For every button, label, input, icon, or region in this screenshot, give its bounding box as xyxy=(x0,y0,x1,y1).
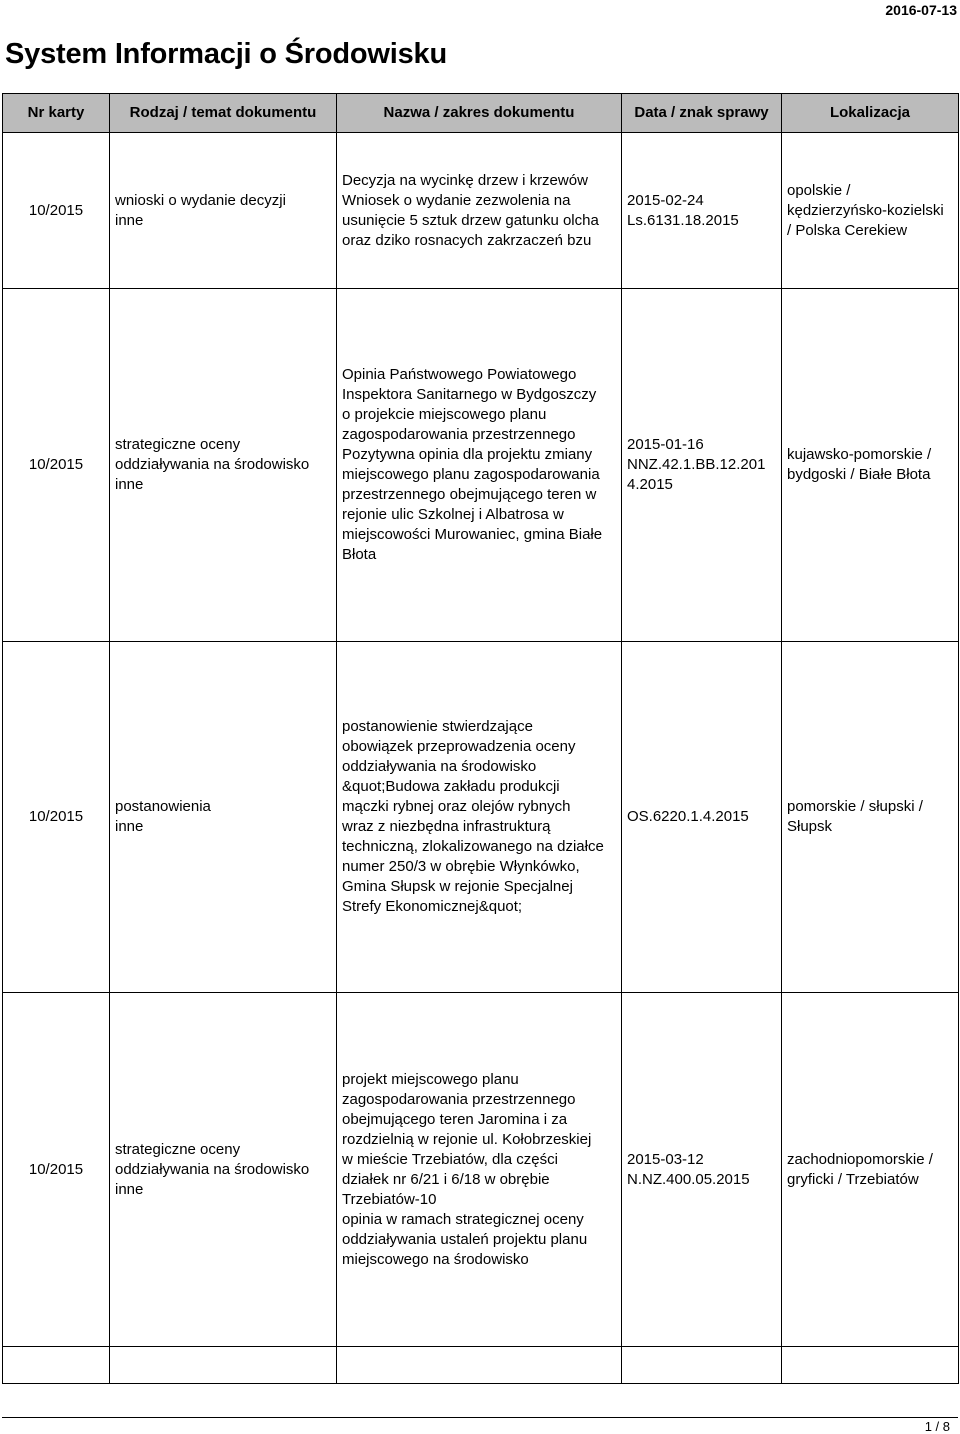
cell-nazwa xyxy=(337,133,622,289)
cell-text-line: kujawsko-pomorskie / xyxy=(787,446,932,463)
cell-text-line: 2015-03-12 xyxy=(627,1150,704,1168)
cell-text-line: zagospodarowania przestrzennego xyxy=(342,1090,576,1108)
column-header-rodzaj: Rodzaj / temat dokumentu xyxy=(110,94,337,133)
cell-empty xyxy=(3,1347,110,1384)
cell-text-line: opinia w ramach strategicznej oceny xyxy=(342,1210,584,1228)
cell-text-line: oraz dziko rosnacych zakrzaczeń bzu xyxy=(342,231,592,249)
column-header-lokalizacja: Lokalizacja xyxy=(782,94,959,133)
cell-rodzaj xyxy=(110,993,337,1347)
cell-text-line: w mieście Trzebiatów, dla części xyxy=(342,1150,558,1168)
cell-text-line: Wniosek o wydanie zezwolenia na xyxy=(342,191,571,209)
cell-text-line: Inspektora Sanitarnego w Bydgoszczy xyxy=(342,386,597,403)
cell-empty xyxy=(622,1347,782,1384)
cell-text-line: strategiczne oceny xyxy=(115,1140,241,1158)
cell-data xyxy=(622,642,782,993)
cell-lokalizacja xyxy=(782,133,959,289)
cell-rodzaj xyxy=(110,642,337,993)
cell-text-line: Decyzja na wycinkę drzew i krzewów xyxy=(342,171,588,189)
cell-text-line: o projekcie miejscowego planu xyxy=(342,406,547,423)
column-header-nr-karty: Nr karty xyxy=(3,94,110,133)
cell-text-line: miejscowości Murowaniec, gmina Białe xyxy=(342,526,603,543)
cell-text-line: oddziaływania ustaleń projektu planu xyxy=(342,1230,588,1248)
cell-text-line: &quot;Budowa zakładu produkcji xyxy=(342,778,560,795)
cell-empty xyxy=(110,1347,337,1384)
cell-text-line: rozdzielnią w rejonie ul. Kołobrzeskiej xyxy=(342,1130,592,1148)
cell-text-line: N.NZ.400.05.2015 xyxy=(627,1170,750,1188)
cell-text-line: OS.6220.1.4.2015 xyxy=(627,808,749,825)
cell-text-line: kędzierzyńsko-kozielski xyxy=(787,201,944,219)
cell-text-line: rejonie ulic Szkolnej i Albatrosa w xyxy=(342,506,564,523)
cell-nr-karty: 10/2015 xyxy=(3,289,110,642)
cell-text-line: 4.2015 xyxy=(627,476,673,493)
cell-text-line: przestrzennego obejmującego teren w xyxy=(342,486,597,503)
cell-text-line: Błota xyxy=(342,546,377,563)
cell-nr-karty: 10/2015 xyxy=(3,993,110,1347)
column-header-data: Data / znak sprawy xyxy=(622,94,782,133)
cell-text-line: 2015-02-24 xyxy=(627,191,704,209)
cell-text-line: Strefy Ekonomicznej&quot; xyxy=(342,898,523,915)
table-row xyxy=(3,289,959,642)
cell-lokalizacja xyxy=(782,642,959,993)
cell-text-line: miejscowego na środowisko xyxy=(342,1250,529,1268)
cell-text-line: obowiązek przeprowadzenia oceny xyxy=(342,738,576,755)
records-table xyxy=(2,93,959,1384)
cell-nazwa xyxy=(337,642,622,993)
cell-text-line: Słupsk xyxy=(787,818,833,835)
cell-text-line: / Polska Cerekiew xyxy=(787,221,908,239)
cell-text-line: postanowienie stwierdzające xyxy=(342,718,533,735)
cell-text-line: oddziaływania na środowisko xyxy=(115,456,310,473)
cell-nr-karty: 10/2015 xyxy=(3,642,110,993)
cell-text-line: Trzebiatów-10 xyxy=(342,1190,437,1208)
cell-rodzaj xyxy=(110,289,337,642)
cell-nazwa xyxy=(337,289,622,642)
page-title: System Informacji o Środowisku xyxy=(5,38,447,70)
cell-text-line: numer 250/3 w obrębie Włynkówko, xyxy=(342,858,580,875)
cell-text-line: inne xyxy=(115,1180,144,1198)
cell-empty xyxy=(782,1347,959,1384)
cell-text-line: inne xyxy=(115,211,144,229)
cell-text-line: Gmina Słupsk w rejonie Specjalnej xyxy=(342,878,573,895)
cell-data xyxy=(622,993,782,1347)
cell-text-line: NNZ.42.1.BB.12.201 xyxy=(627,456,766,473)
cell-text-line: Pozytywna opinia dla projektu zmiany xyxy=(342,446,593,463)
cell-text-line: usunięcie 5 sztuk drzew gatunku olcha xyxy=(342,211,599,229)
cell-lokalizacja xyxy=(782,289,959,642)
cell-text-line: mączki rybnej oraz olejów rybnych xyxy=(342,798,571,815)
table-header-row xyxy=(3,94,959,133)
cell-nr-karty: 10/2015 xyxy=(3,133,110,289)
cell-text-line: zagospodarowania przestrzennego xyxy=(342,426,576,443)
cell-text-line: zachodniopomorskie / xyxy=(787,1150,933,1168)
cell-text-line: 2015-01-16 xyxy=(627,436,704,453)
table-row-continued xyxy=(3,1347,959,1384)
cell-text-line: postanowienia xyxy=(115,798,211,815)
column-header-nazwa: Nazwa / zakres dokumentu xyxy=(337,94,622,133)
cell-data xyxy=(622,133,782,289)
table-row xyxy=(3,642,959,993)
cell-text-line: techniczną, zlokalizowanego na działce xyxy=(342,838,604,855)
cell-text-line: strategiczne oceny xyxy=(115,436,241,453)
cell-text-line: obejmującego teren Jaromina i za xyxy=(342,1110,568,1128)
cell-text-line: opolskie / xyxy=(787,181,851,199)
cell-text-line: wraz z niezbędna infrastrukturą xyxy=(342,818,551,835)
cell-text-line: pomorskie / słupski / xyxy=(787,798,923,815)
cell-text-line: miejscowego planu zagospodarowania xyxy=(342,466,600,483)
cell-text-line: oddziaływania na środowisko xyxy=(115,1160,310,1178)
cell-text-line: wnioski o wydanie decyzji xyxy=(115,191,286,209)
cell-text-line: inne xyxy=(115,818,144,835)
cell-lokalizacja xyxy=(782,993,959,1347)
cell-empty xyxy=(337,1347,622,1384)
footer-rule xyxy=(2,1417,958,1418)
cell-text-line: Ls.6131.18.2015 xyxy=(627,211,739,229)
cell-text-line: Opinia Państwowego Powiatowego xyxy=(342,366,577,383)
cell-nazwa xyxy=(337,993,622,1347)
table-row xyxy=(3,993,959,1347)
page-number: 1 / 8 xyxy=(924,1419,950,1434)
cell-text-line: inne xyxy=(115,476,144,493)
table-row xyxy=(3,133,959,289)
cell-text-line: projekt miejscowego planu xyxy=(342,1070,519,1088)
cell-rodzaj xyxy=(110,133,337,289)
cell-text-line: gryficki / Trzebiatów xyxy=(787,1170,919,1188)
cell-text-line: działek nr 6/21 i 6/18 w obrębie xyxy=(342,1170,550,1188)
cell-data xyxy=(622,289,782,642)
document-date: 2016-07-13 xyxy=(885,2,957,18)
cell-text-line: oddziaływania na środowisko xyxy=(342,758,537,775)
cell-text-line: bydgoski / Białe Błota xyxy=(787,466,931,483)
